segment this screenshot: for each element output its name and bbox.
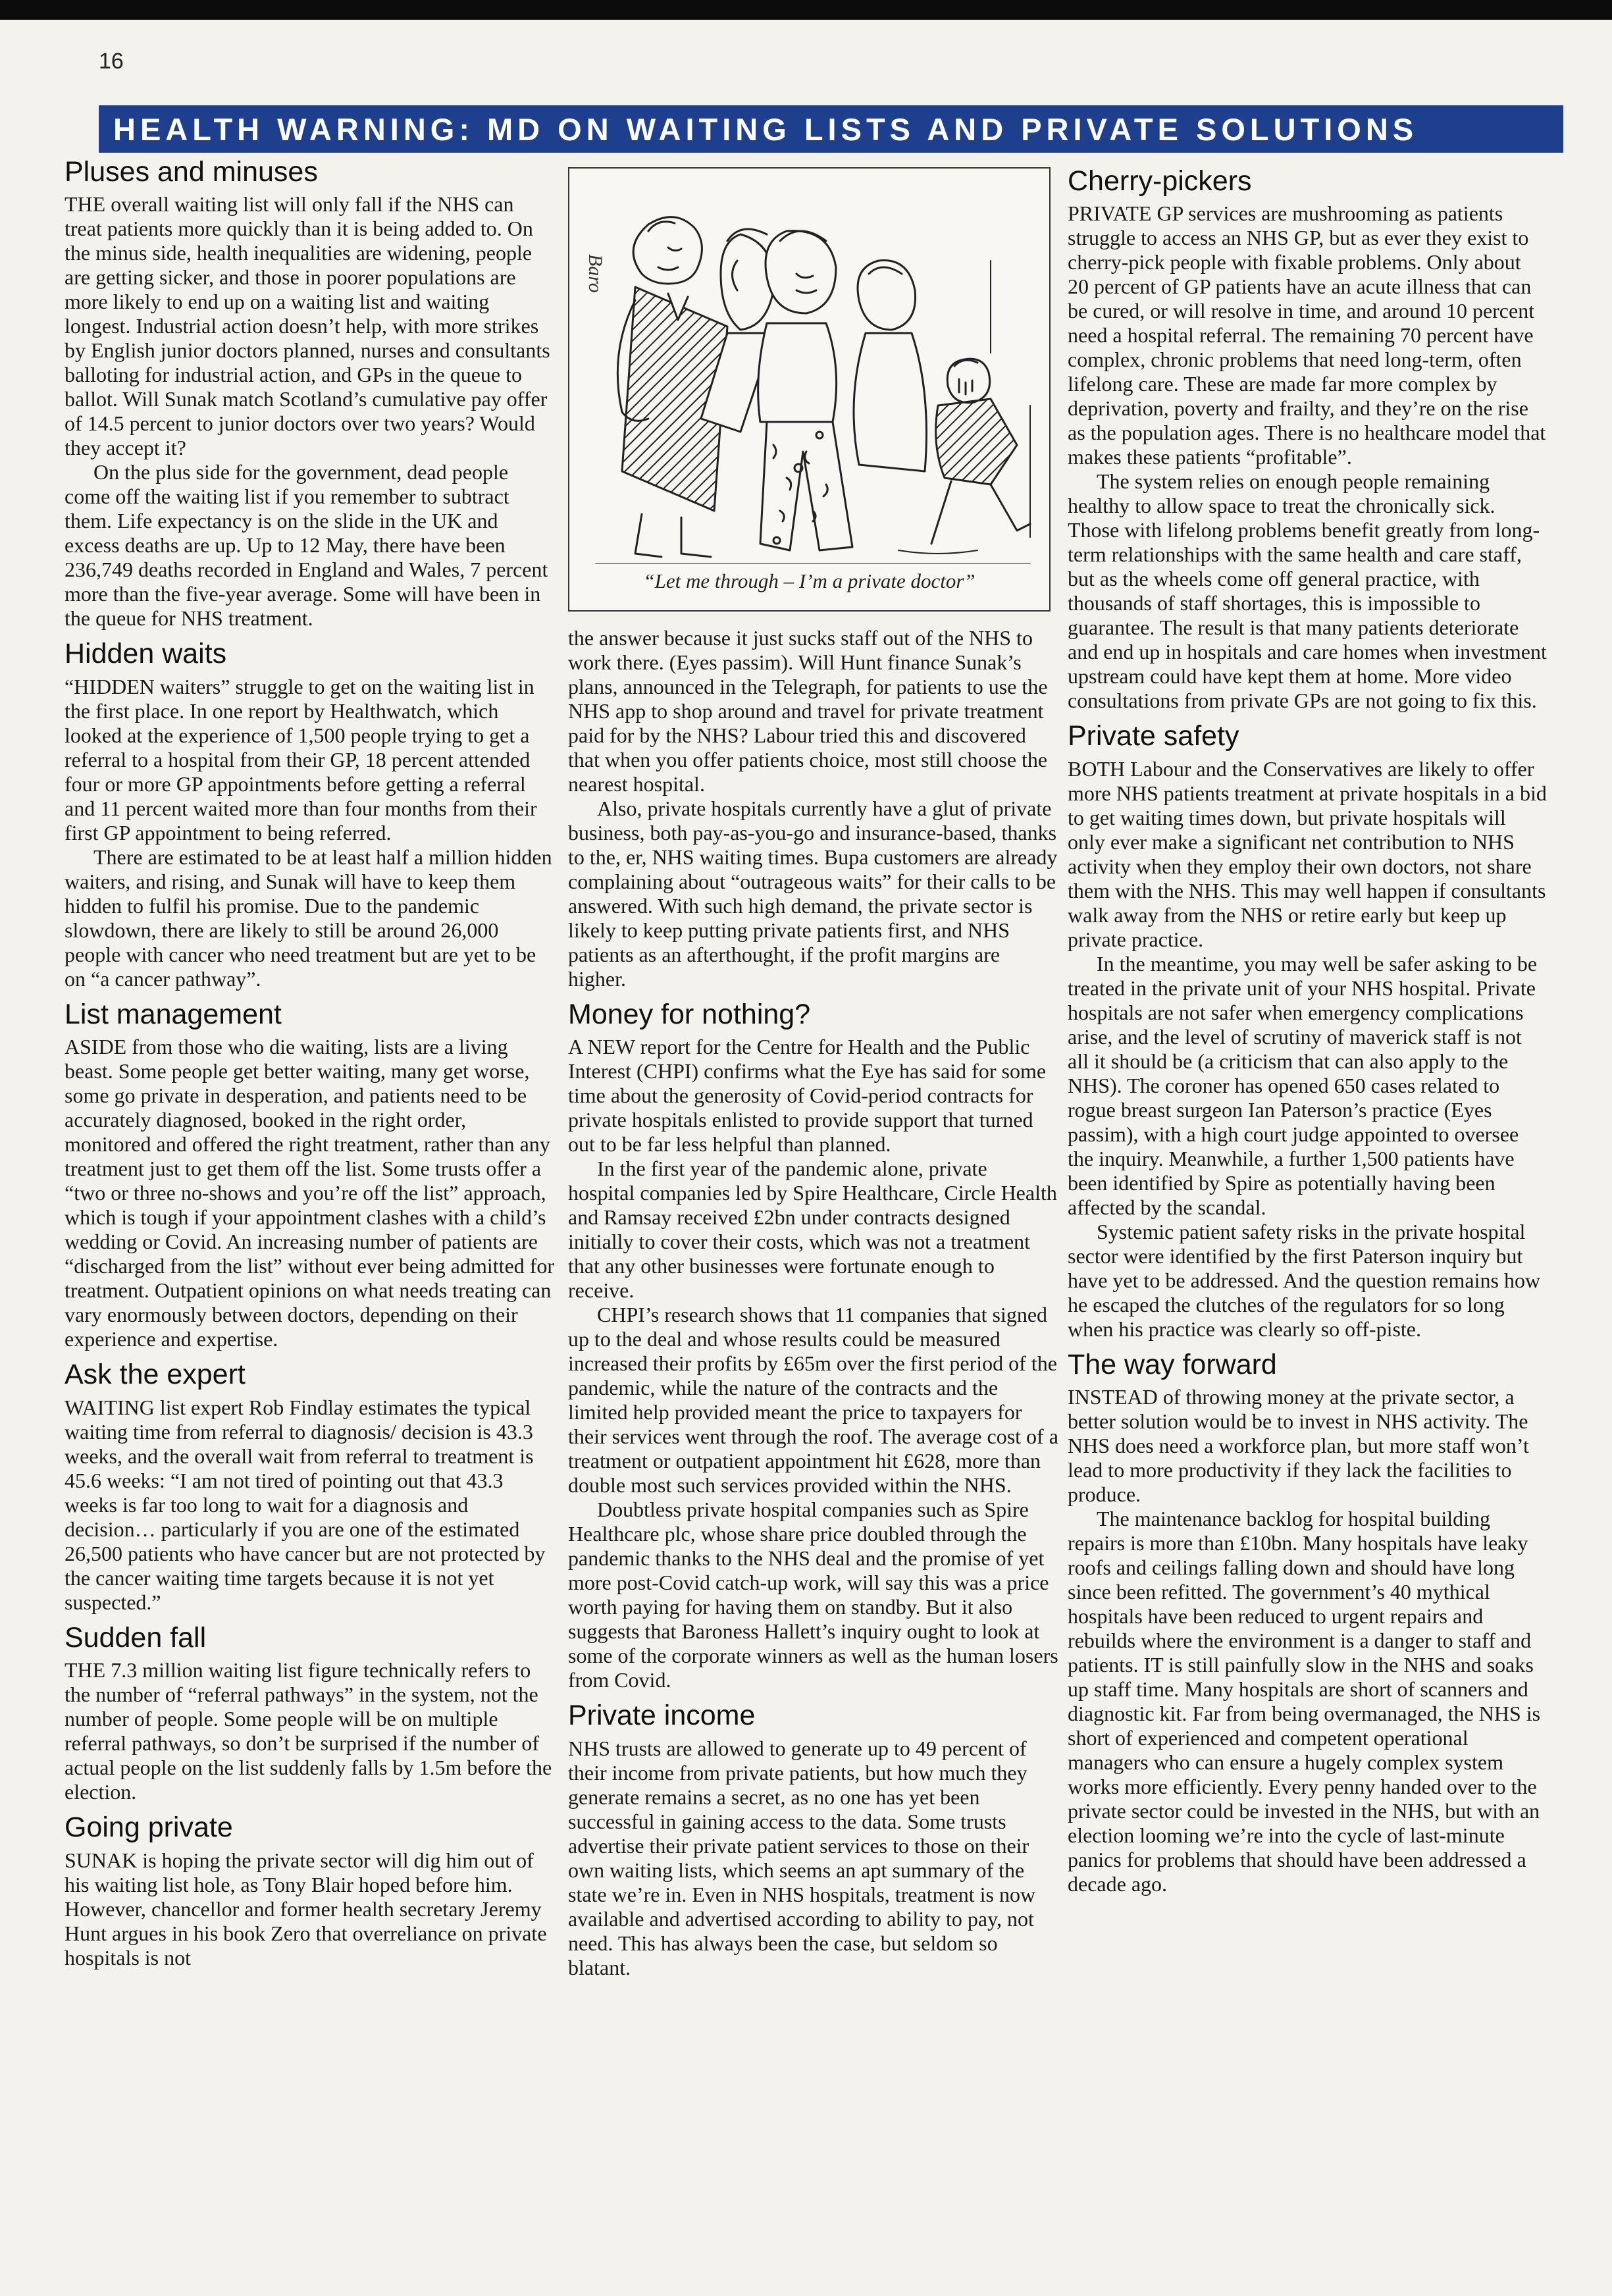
heading-sudden-fall: Sudden fall bbox=[65, 1621, 207, 1654]
paragraph: In the first year of the pandemic alone, private hospital companies led by Spire Healthcare, Circle Health and Ramsay received £2bn under contracts designed initially to cover their costs, which was not a treatment that any other businesses were fortunate enough to receive. bbox=[568, 1157, 1057, 1303]
patient-figure bbox=[758, 231, 852, 550]
paragraph: NHS trusts are allowed to generate up to 49 percent of their income from private patients, but how much they generate remains a secret, as no one has yet been successful in gaining access to the data. Some trusts advertise their private patient services to those on their own waiting lists, which seems an apt summary of the state we’re in. Even in NHS hospitals, treatment is now available and advertised according to ability to pay, not need. This has always been the case, but seldom so blatant. bbox=[568, 1736, 1036, 1979]
paragraph: WAITING list expert Rob Findlay estimates the typical waiting time from referral to diagnosis/ decision is 43.3 weeks, and the overall wait from referral to treatment is 45.6 weeks: “I am not tired of pointing out that 43.3 weeks is far too long to wait for a diagnosis and decision… particularly if you are one of the estimated 26,500 patients who have cancer but are not protected by the cancer waiting time targets because it is not yet suspected.” bbox=[65, 1395, 546, 1614]
heading-pluses-and-minuses: Pluses and minuses bbox=[65, 156, 318, 188]
scan-top-edge bbox=[0, 0, 1612, 20]
heading-money-for-nothing: Money for nothing? bbox=[568, 999, 811, 1030]
paragraph: A NEW report for the Centre for Health and the Public Interest (CHPI) confirms what the Eye has said for some time about the generosity of Covid-period contracts for private hospitals enlisted to provide support that turned out to be far less helpful than planned. bbox=[568, 1035, 1047, 1157]
paragraph: ASIDE from those who die waiting, lists are a living beast. Some people get better waiting, many get worse, some go private in desperation, and patients need to be accurately diagnosed, booked in the right order, monitored and offered the right treatment, rather than any treatment just to get them off the list. Some trusts offer a “two or three no-shows and you’re off the list” approach, which is tough if your appointment clashes with a child’s wedding or Covid. An increasing number of patients are “discharged from the list” without ever being admitted for treatment. Outpatient opinions on what needs treating can vary enormously between doctors, depending on their experience and expertise. bbox=[65, 1035, 555, 1351]
bystander-figure bbox=[854, 261, 927, 471]
paragraph: THE overall waiting list will only fall if the NHS can treat patients more quickly than it is being added to. On the minus side, health inequalities are widening, people are getting sicker, and those in poorer populations are more likely to end up on a waiting list and waiting longest. Industrial action doesn’t help, with more strikes by English junior doctors planned, nurses and consultants balloting for industrial action, and GPs in the queue to ballot. Will Sunak match Scotland’s cumulative pay offer of 14.5 percent to junior doctors over two years? Would they accept it? bbox=[65, 192, 550, 460]
paragraph: THE 7.3 million waiting list figure technically refers to the number of “referral pathways” in the system, not the number of people. Some people will be on multiple referral pathways, so don’t be surprised if the number of actual people on the list suddenly falls by 1.5m before the election. bbox=[65, 1658, 552, 1804]
heading-the-way-forward: The way forward bbox=[1068, 1348, 1277, 1380]
paragraph: Doubtless private hospital companies such as Spire Healthcare plc, whose share price doubled through the pandemic thanks to the NHS deal and the promise of yet more post-Covid catch-up work, will say this was a price worth paying for having them on standby. But it also suggests that Baroness Hallett’s inquiry ought to look at some of the corporate winners as well as the human losers from Covid. bbox=[568, 1498, 1058, 1692]
paragraph: PRIVATE GP services are mushrooming as patients struggle to access an NHS GP, but as ever they exist to cherry-pick people with fixable problems. Only about 20 percent of GP patients have an acute illness that can be cured, or will resolve in time, and around 10 percent need a hospital referral. The remaining 70 percent have complex, chronic problems that need long-term, often lifelong care. These are made far more complex by deprivation, poverty and frailty, and they’re on the rise as the population ages. There is no healthcare model that makes these patients “profitable”. bbox=[1068, 201, 1546, 469]
paragraph: “HIDDEN waiters” struggle to get on the waiting list in the first place. In one report by Healthwatch, which looked at the experience of 1,500 people trying to get a referral to a hospital from their GP, 18 percent attended four or more GP appointments before getting a referral and 11 percent waited more than four months from their first GP appointment to being referred. bbox=[65, 674, 537, 845]
heading-ask-the-expert: Ask the expert bbox=[65, 1359, 246, 1391]
heading-going-private: Going private bbox=[65, 1812, 233, 1844]
paragraph: the answer because it just sucks staff out of the NHS to work there. (Eyes passim). Will Hunt finance Sunak’s plans, announced in the Telegraph, for patients to use the NHS app to shop around and travel for private treatment paid for by the NHS? Labour tried this and discovered that when you offer patients choice, most still choose the nearest hospital. bbox=[568, 626, 1048, 796]
paragraph: BOTH Labour and the Conservatives are likely to offer more NHS patients treatment at private hospitals in a bid to get waiting times down, but private hospitals will only ever make a significant net contribution to NHS activity when they employ their own doctors, not share them with the NHS. This may well happen if consultants walk away from the NHS or retire early but keep up private practice. bbox=[1068, 756, 1547, 951]
cartoon-drawing bbox=[569, 169, 1049, 610]
seated-patient-figure bbox=[931, 359, 1030, 544]
section-banner: HEALTH WARNING: MD ON WAITING LISTS AND PRIVATE SOLUTIONS bbox=[99, 105, 1563, 153]
heading-list-management: List management bbox=[65, 998, 282, 1030]
heading-hidden-waits: Hidden waits bbox=[65, 638, 227, 670]
column-middle bbox=[568, 157, 1058, 1980]
paragraph: There are estimated to be at least half a million hidden waiters, and rising, and Sunak will have to keep them hidden to fulfil his promise. Due to the pandemic slowdown, there are likely to still be around 26,000 people with cancer who need treatment but are yet to be on “a cancer pathway”. bbox=[65, 845, 552, 991]
column-right bbox=[1068, 157, 1547, 1896]
paragraph: INSTEAD of throwing money at the private sector, a better solution would be to invest in NHS activity. The NHS does need a workforce plan, but more staff won’t lead to more productivity if they lack the facilities to produce. bbox=[1068, 1385, 1529, 1507]
heading-private-income: Private income bbox=[568, 1700, 756, 1732]
cartoon-signature: Baro bbox=[585, 254, 606, 293]
paragraph: Also, private hospitals currently have a glut of private business, both pay-as-you-go and insurance-based, thanks to the, er, NHS waiting times. Bupa customers are already complaining about “outrageous waits” for their calls to be answered. With such high demand, the private sector is likely to keep putting private patients first, and NHS patients as an afterthought, if the profit margins are higher. bbox=[568, 796, 1058, 991]
cartoon-caption: “Let me through – I’m a private doctor” bbox=[643, 569, 975, 592]
paragraph: SUNAK is hoping the private sector will dig him out of his waiting list hole, as Tony Blair hoped before him. However, chancellor and former health secretary Jeremy Hunt argues in his book Zero that overreliance on private hospitals is not bbox=[65, 1848, 547, 1970]
paragraph: On the plus side for the government, dead people come off the waiting list if you remember to subtract them. Life expectancy is on the slide in the UK and excess deaths are up. Up to 12 May, there have been 236,749 deaths recorded in England and Wales, 7 percent more than the five-year average. Some will have been in the queue for NHS treatment. bbox=[65, 460, 548, 631]
heading-cherry-pickers: Cherry-pickers bbox=[1068, 165, 1252, 197]
page-number: 16 bbox=[99, 49, 124, 74]
column-left bbox=[65, 157, 555, 1970]
paragraph: The system relies on enough people remaining healthy to allow space to treat the chronically sick. Those with lifelong problems benefit greatly from long-term relationships with the same health and care staff, but as the wheels come off general practice, with thousands of staff shortages, this is impossible to guarantee. The result is that many patients deteriorate and end up in hospitals and care homes when investment upstream could have kept them at home. More video consultations from private GPs are not going to fix this. bbox=[1068, 469, 1547, 713]
paragraph: In the meantime, you may well be safer asking to be treated in the private unit of your NHS hospital. Private hospitals are not safer when emergency complications arise, and the level of scrutiny of maverick staff is not all it should be (a criticism that can also apply to the NHS). The coroner has opened 650 cases related to rogue breast surgeon Ian Paterson’s practice (Eyes passim), with a high court judge appointed to oversee the inquiry. Meanwhile, a further 1,500 patients have been identified by Spire as potentially having been affected by the scandal. bbox=[1068, 951, 1538, 1219]
paragraph: Systemic patient safety risks in the private hospital sector were identified by the first Paterson inquiry but have yet to be addressed. And the question remains how he escaped the clutches of the regulators for so long when his practice was clearly so off-piste. bbox=[1068, 1219, 1541, 1341]
cartoon-illustration bbox=[568, 167, 1051, 612]
heading-private-safety: Private safety bbox=[1068, 720, 1239, 752]
paragraph: The maintenance backlog for hospital building repairs is more than £10bn. Many hospitals have leaky roofs and ceilings falling down and should have long since been refitted. The government’s 40 mythical hospitals have been reduced to urgent repairs and rebuilds where the environment is a danger to staff and patients. IT is still painfully slow in the NHS and soaks up staff time. Many hospitals are short of scanners and diagnostic kit. Far from being overmanaged, the NHS is short of experienced and competent operational managers who can ensure a hugely complex system works more efficiently. Every penny handed over to the private sector could be invested in the NHS, but with an election looming we’re into the cycle of last-minute panics for problems that should have been addressed a decade ago. bbox=[1068, 1507, 1541, 1896]
paragraph: CHPI’s research shows that 11 companies that signed up to the deal and whose results could be measured increased their profits by £65m over the first period of the pandemic, while the nature of the contracts and the limited help provided meant the price to taxpayers for their services went through the roof. The average cost of a treatment or outpatient appointment hit £628, more than double most such services provided within the NHS. bbox=[568, 1303, 1058, 1498]
